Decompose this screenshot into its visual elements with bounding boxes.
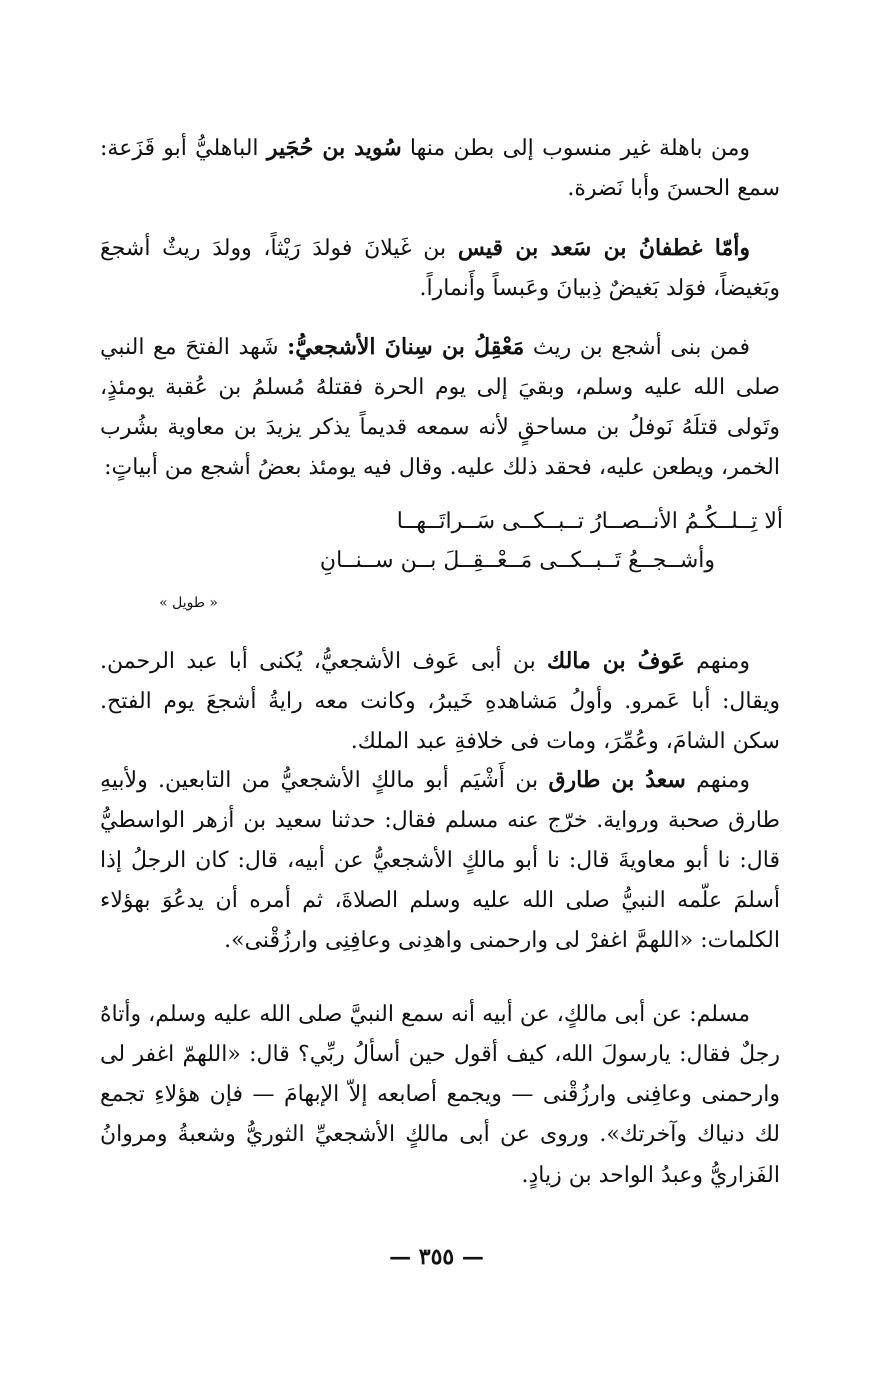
paragraph-text	[100, 760, 780, 961]
paragraph-maqil	[100, 327, 780, 488]
person-name: سُويد بن حُجَير	[266, 135, 402, 161]
text-after: بن غَيلانَ فولدَ رَيْثاً، وولدَ ريثٌ أشجعَ وبَغيضاً، فوَلد بَغيضٌ ذِبيانَ وعَبساً وأَنماراً.	[100, 236, 780, 301]
paragraph-text	[100, 128, 780, 209]
verse-line-1: ألا تِــلــكُـمُ الأنــصــارُ تــبــكــى سَــراتَــهــا	[396, 509, 783, 534]
person-name: عَوفُ بن مالك	[547, 648, 685, 674]
paragraph-saad	[100, 760, 780, 961]
text-after: بن أبى عَوف الأشجعيُّ، يُكنى أبا عبد الرحمن. ويقال: أبا عَمرو. وأولُ مَشاهدهِ خَيبرُ، وكانت معه رايةُ أشجعَ يوم الفتح. سكن الشامَ، وعُمِّرَ، ومات فى خلافةِ عبد الملك.	[100, 649, 780, 754]
paragraph-suwayd	[100, 128, 780, 209]
paragraph-text	[100, 641, 780, 762]
text-before: فمن بنى أشجع بن ريث	[524, 335, 750, 360]
paragraph-text	[100, 327, 780, 488]
paragraph-awf	[100, 641, 780, 762]
text-after: بن أَشْيَم أبو مالكٍ الأشجعيُّ من التابعين. ولأبيهِ طارق صحبة ورواية. خرّج عنه مسلم فقال: حدثنا سعيد بن أزهر الواسطيُّ قال: نا أبو معاويةَ قال: نا أبو مالكٍ الأشجعيُّ عن أبيه، قال: كان الرجلُ إذا أسلمَ علّمه النبيُّ صلى الله عليه وسلم الصلاةَ، ثم أمره أن يدعُوَ بهؤلاء الكلمات: «اللهمَّ اغفرْ لى وارحمنى واهدِنى وعافِنِى وارزُقْنى».	[100, 768, 780, 953]
paragraph-text	[100, 995, 780, 1196]
paragraph-ghatafan	[100, 228, 780, 309]
text-before: مسلم: عن أبى مالكٍ، عن أبيه أنه سمع النبيَّ صلى الله عليه وسلم، وأتاهُ رجلٌ فقال: يارسولَ الله، كيف أقول حين أسألُ ربِّي؟ قال: «اللهمّ اغفر لى وارحمنى وعافِنى وارزُقْنى — ويجمع أصابعه إلاّ الإبهامَ — فإن هؤلاءِ تجمع لك دنياك وآخرتك». وروى عن أبى مالكٍ الأشجعيِّ الثوريُّ وشعبةُ ومروانُ الفَزاريُّ وعبدُ الواحد بن زيادٍ.	[100, 1002, 780, 1188]
text-before: ومنهم	[684, 649, 751, 674]
person-name: وأمّا غطفانُ بن سَعد بن قيس	[457, 235, 750, 261]
verse-meter-label: « طويل »	[159, 595, 218, 611]
text-after: شَهد الفتحَ مع النبي صلى الله عليه وسلم، وبقيَ إلى يوم الحرة فقتلهُ مُسلمُ بن عُقبة يومئذٍ، وتَولى قتلَهُ نَوفلُ بن مساحقٍ لأنه سمعه قديماً يذكر يزيدَ بن معاوية بشُرب الخمر، ويطعن عليه، فحقد ذلك عليه. وقال فيه يومئذ بعضُ أشجع من أبياتٍ:	[100, 335, 780, 480]
paragraph-muslim-hadith	[100, 995, 780, 1196]
text-after: الباهليُّ أبو قَزَعة: سمع الحسنَ وأبا نَضرة.	[100, 136, 780, 201]
verse-line-2: وأشــجــعُ تَــبــكــى مَــعْــقِــلَ بــن ســنــانِ	[319, 548, 715, 573]
person-name: مَعْقِلُ بن سِنانَ الأشجعيُّ:	[287, 334, 525, 360]
page-number: — ٣٥٥ —	[389, 1244, 484, 1270]
paragraph-text	[100, 228, 780, 309]
person-name: سعدُ بن طارق	[548, 767, 686, 793]
text-before: ومنهم	[685, 768, 751, 793]
text-before: ومن باهلة غير منسوب إلى بطن منها	[401, 136, 750, 161]
